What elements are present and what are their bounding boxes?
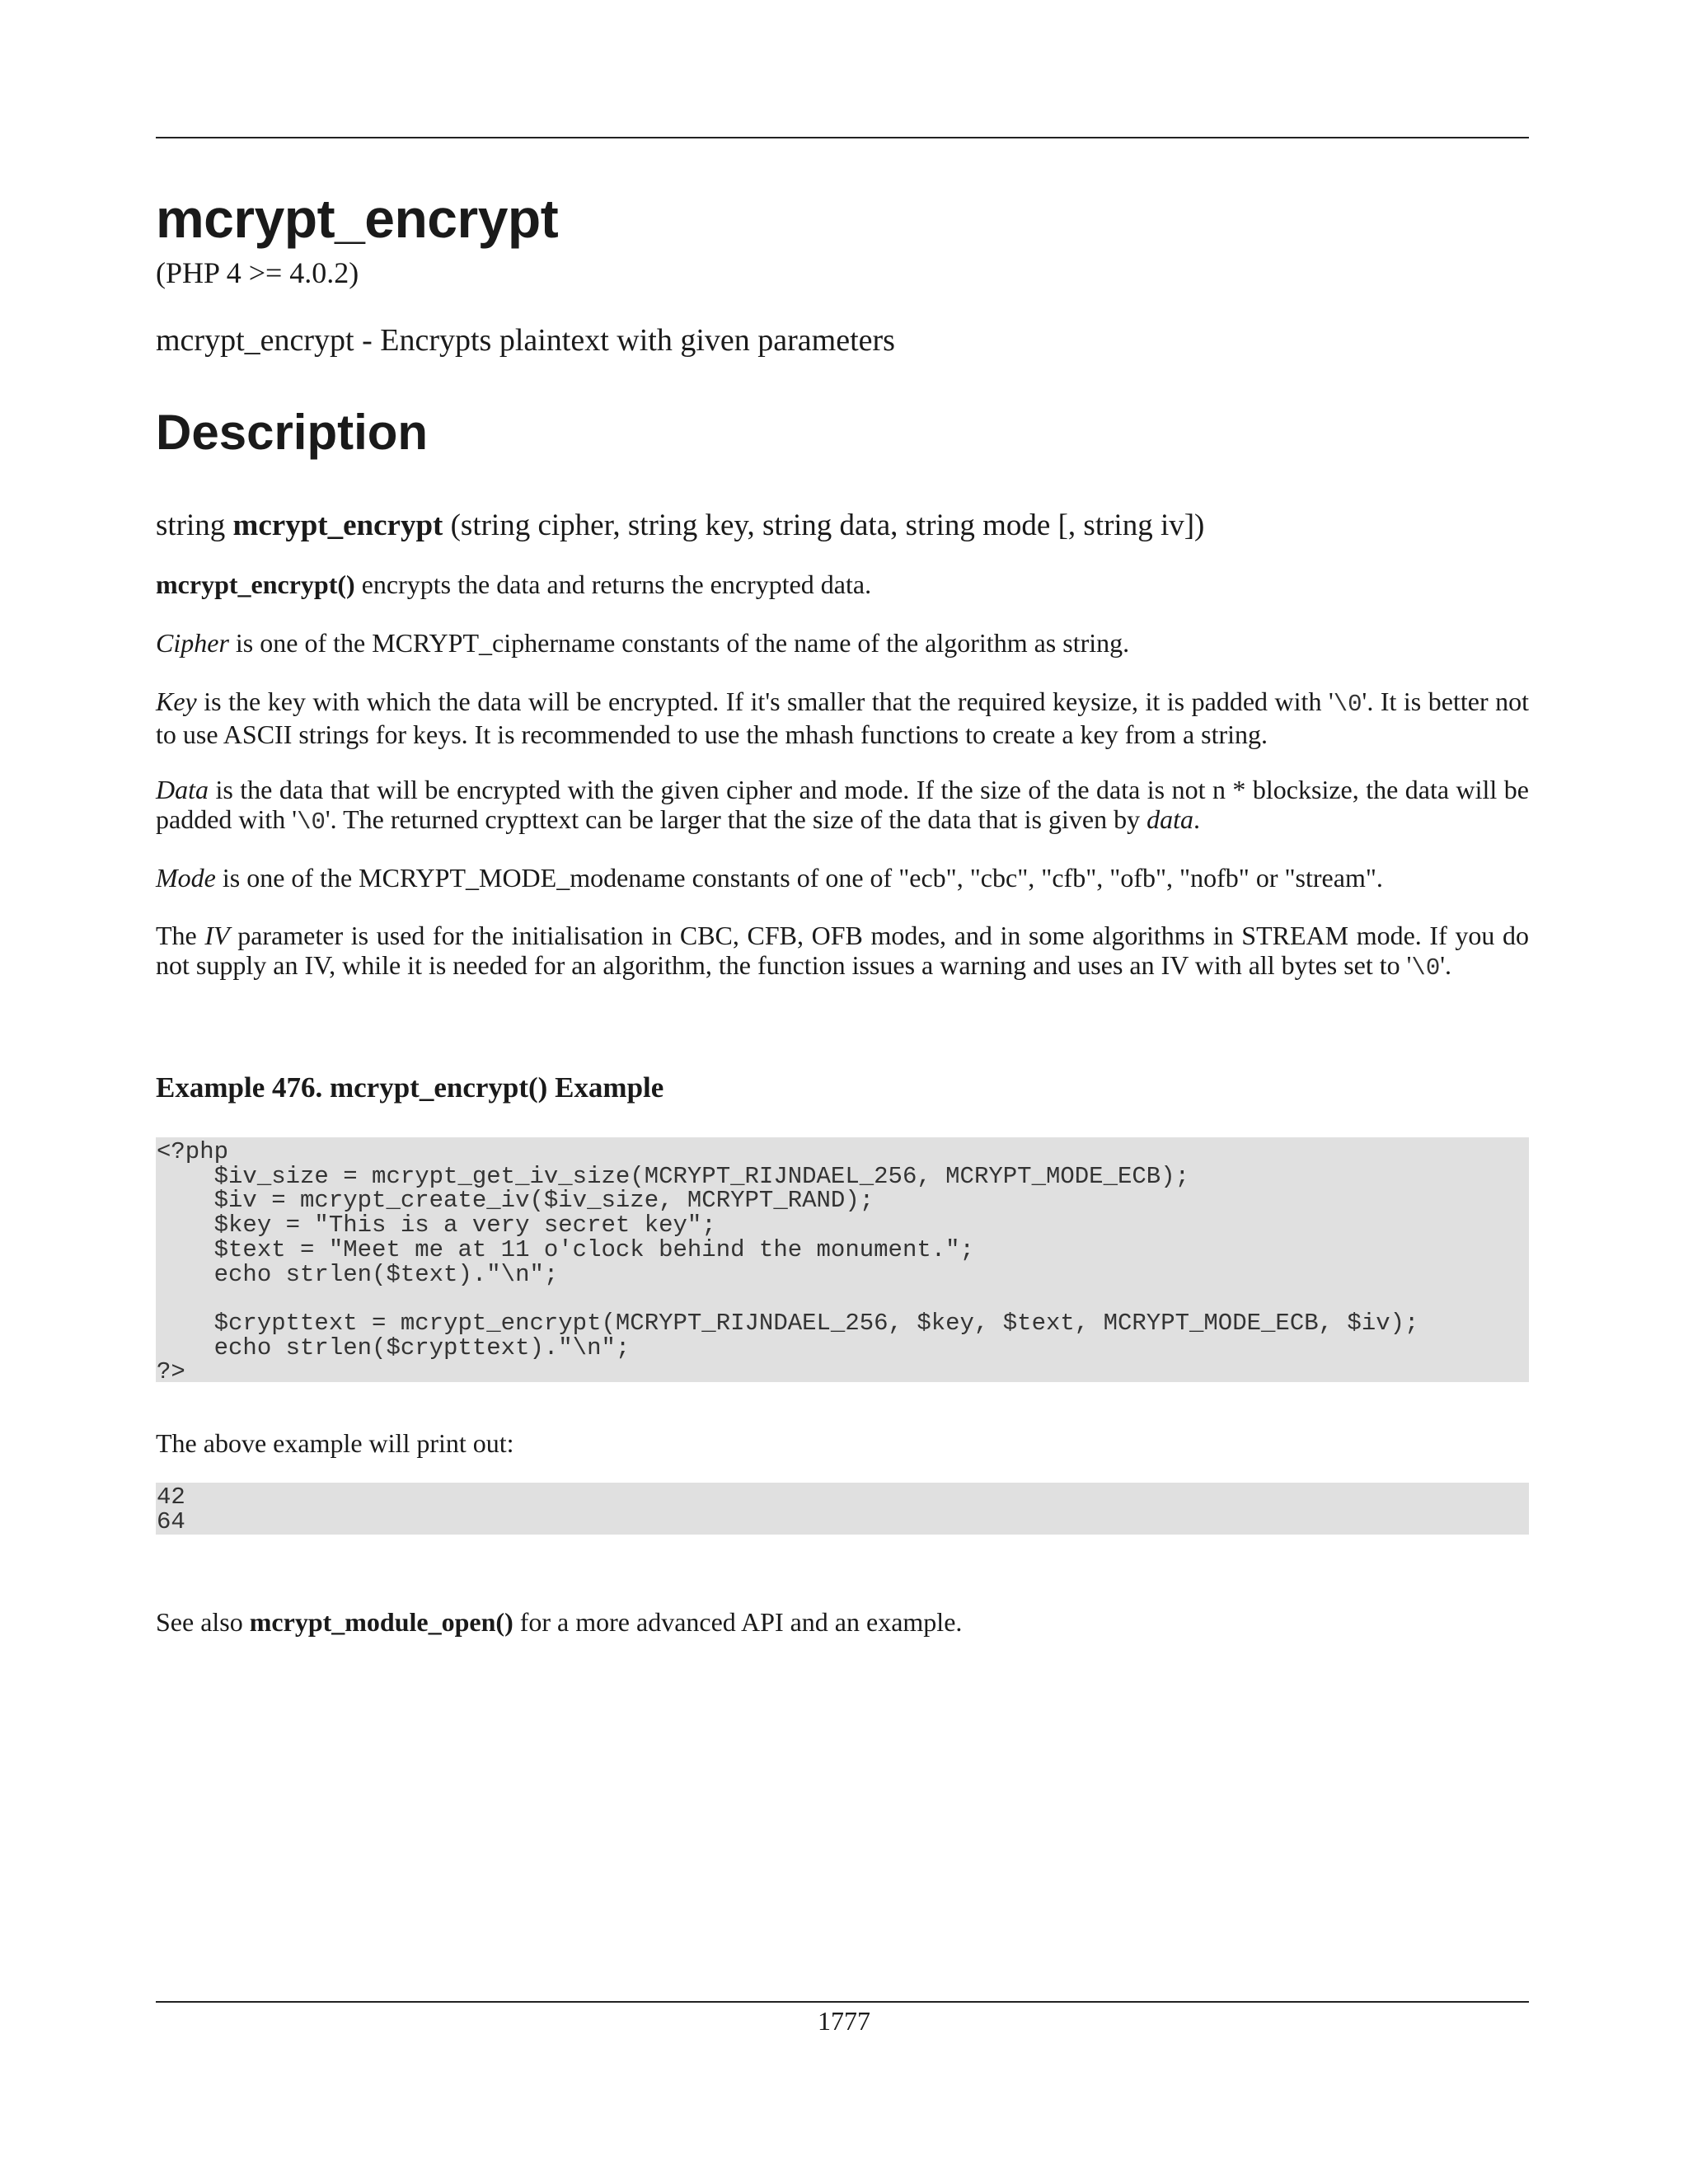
synopsis-function-name: mcrypt_encrypt xyxy=(232,509,443,542)
paragraph-key: Key is the key with which the data will be encrypted. If it's smaller that the required keysize, it is padded with '\0'. It is better not to use ASCII strings for keys. It is recommended to use the mhash functions to create a key from a string. xyxy=(156,687,1530,749)
function-ref: mcrypt_encrypt() xyxy=(156,569,355,599)
null-literal: \0 xyxy=(1333,691,1362,718)
paragraph-cipher: Cipher is one of the MCRYPT_ciphername constants of the name of the algorithm as string. xyxy=(156,628,1130,658)
bottom-rule xyxy=(156,2001,1529,2003)
synopsis-params: (string cipher, string key, string data, string mode [, string iv]) xyxy=(450,509,1205,542)
page-title: mcrypt_encrypt xyxy=(156,188,559,249)
paragraph-returns: mcrypt_encrypt() encrypts the data and returns the encrypted data. xyxy=(156,569,872,599)
null-literal: \0 xyxy=(297,808,326,836)
param-term-mode: Mode xyxy=(156,863,216,893)
param-term-data: Data xyxy=(156,775,209,804)
refname-purpose: mcrypt_encrypt - Encrypts plaintext with given parameters xyxy=(156,323,895,358)
paragraph-data: Data is the data that will be encrypted with the given cipher and mode. If the size of the data is not n * blocksize, the data will be padded with '\0'. The returned crypttext can be larger that the size of the data that is given by data. xyxy=(156,775,1529,836)
version-info: (PHP 4 >= 4.0.2) xyxy=(156,256,359,289)
see-also: See also mcrypt_module_open() for a more advanced API and an example. xyxy=(156,1607,963,1637)
top-rule xyxy=(156,137,1529,138)
description-heading: Description xyxy=(156,405,429,460)
page-number: 1777 xyxy=(818,2006,870,2036)
example-title: Example 476. mcrypt_encrypt() Example xyxy=(156,1071,664,1104)
synopsis-return-type: string xyxy=(156,509,226,542)
output-intro: The above example will print out: xyxy=(156,1428,514,1458)
param-term-iv: IV xyxy=(204,921,230,950)
param-term-key: Key xyxy=(156,687,197,716)
example-output-block: 42 64 xyxy=(156,1483,1529,1535)
null-literal: \0 xyxy=(1411,954,1441,982)
param-term-cipher: Cipher xyxy=(156,628,229,658)
paragraph-iv: The IV parameter is used for the initialisation in CBC, CFB, OFB modes, and in some algorithms in STREAM mode. If you do not supply an IV, while it is needed for an algorithm, the function issues a warning and uses an IV with all bytes set to '\0'. xyxy=(156,921,1530,982)
example-code-block: <?php $iv_size = mcrypt_get_iv_size(MCRYPT_RIJNDAEL_256, MCRYPT_MODE_ECB); $iv = mcrypt_create_iv($iv_size, MCRYPT_RAND); $key = "This is a very secret key"; $text = "Meet me at 11 o'clock behind the monument."; echo strlen($text)."\n"; $crypttext = mcrypt_encrypt(MCRYPT_RIJNDAEL_256, $key, $text, MCRYPT_MODE_ECB, $iv); echo strlen($crypttext)."\n"; ?> xyxy=(156,1137,1529,1382)
param-term-data-ref: data xyxy=(1146,804,1193,834)
paragraph-mode: Mode is one of the MCRYPT_MODE_modename constants of one of "ecb", "cbc", "cfb", "ofb", "nofb" or "stream". xyxy=(156,863,1383,893)
function-synopsis xyxy=(156,506,1529,546)
see-also-function-link[interactable]: mcrypt_module_open() xyxy=(249,1607,513,1637)
